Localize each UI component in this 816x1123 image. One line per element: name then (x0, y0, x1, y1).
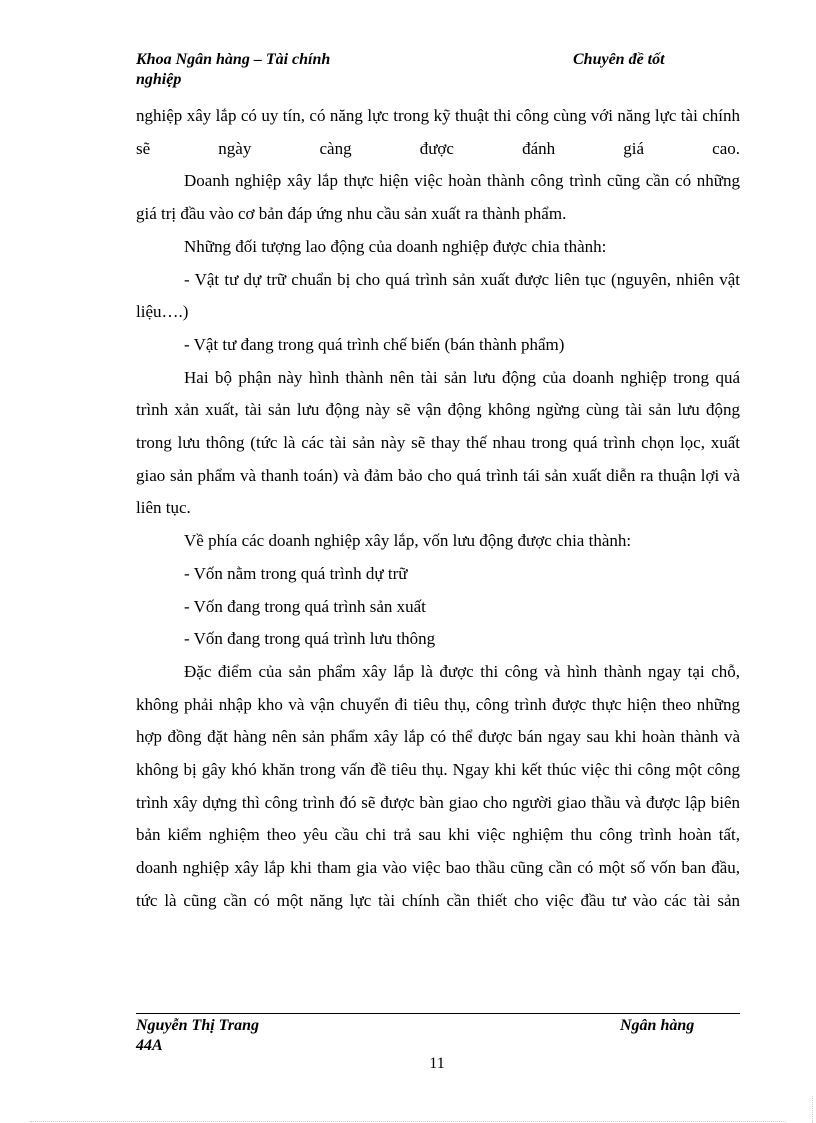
page-boundary-line (30, 1121, 786, 1122)
paragraph: Những đối tượng lao động của doanh nghiệp được chia thành: (184, 236, 607, 256)
footer-author: Nguyễn Thị Trang (136, 1017, 259, 1034)
list-item: - Vật tư dự trữ chuẩn bị cho quá trình sản xuất được liên tục (nguyên, nhiên vật liệu….) (136, 269, 740, 322)
list-item: - Vốn đang trong quá trình lưu thông (184, 629, 436, 649)
footer-class: 44A (136, 1037, 163, 1054)
header-title-wrap: nghiệp (136, 71, 182, 88)
paragraph: Về phía các doanh nghiệp xây lắp, vốn lưu động được chia thành: (184, 531, 632, 551)
header-faculty: Khoa Ngân hàng – Tài chính (136, 51, 331, 68)
paragraph: Hai bộ phận này hình thành nên tài sản lưu động của doanh nghiệp trong quá trình xản xuất, tài sản lưu động này sẽ vận động không ngừng cùng tài sản lưu động trong lưu thông (tức là các tài sản này sẽ thay thế nhau trong quá trình chọn lọc, xuất giao sản phẩm và thanh toán) và đảm bảo cho quá trình tái sản xuất diễn ra thuận lợi và liên tục. (136, 367, 740, 518)
footer-divider (136, 1013, 740, 1014)
paragraph: Đặc điểm của sản phẩm xây lắp là được thi công và hình thành ngay tại chỗ, không phải nhập kho và vận chuyển đi tiêu thụ, công trình được thực hiện theo những hợp đồng đặt hàng nên sản phẩm xây lắp có thể được bán ngay sau khi hoàn thành và không bị gây khó khăn trong vấn đề tiêu thụ. Ngay khi kết thúc việc thi công một công trình xây dựng thì công trình đó sẽ được bàn giao cho người giao thầu và được lập biên bản kiểm nghiệm theo yêu cầu chi trả sau khi việc nghiệm thu công trình hoàn tất, doanh nghiệp xây lắp khi tham gia vào việc bao thầu cũng cần có một số vốn ban đầu, tức là cũng cần có một năng lực tài chính cần thiết cho việc đầu tư vào các tài sản (136, 661, 740, 910)
page-boundary-edge (812, 1096, 813, 1123)
list-item: - Vốn đang trong quá trình sản xuất (184, 596, 426, 616)
paragraph: nghiệp xây lắp có uy tín, có năng lực trong kỹ thuật thi công cùng với năng lực tài chính sẽ ngày càng được đánh giá cao. (136, 106, 740, 158)
list-item: - Vật tư đang trong quá trình chế biến (bán thành phẩm) (184, 334, 565, 354)
list-item: - Vốn nằm trong quá trình dự trữ (184, 563, 408, 583)
footer-major: Ngân hàng (620, 1017, 695, 1034)
header-title: Chuyên đề tốt (573, 51, 665, 68)
body-text (136, 100, 740, 918)
page-footer (136, 1016, 740, 1060)
page-header (136, 50, 740, 94)
page-number: 11 (429, 1055, 445, 1072)
paragraph: Doanh nghiệp xây lắp thực hiện việc hoàn thành công trình cũng cần có những giá trị đầu vào cơ bản đáp ứng nhu cầu sản xuất ra thành phẩm. (136, 171, 740, 224)
